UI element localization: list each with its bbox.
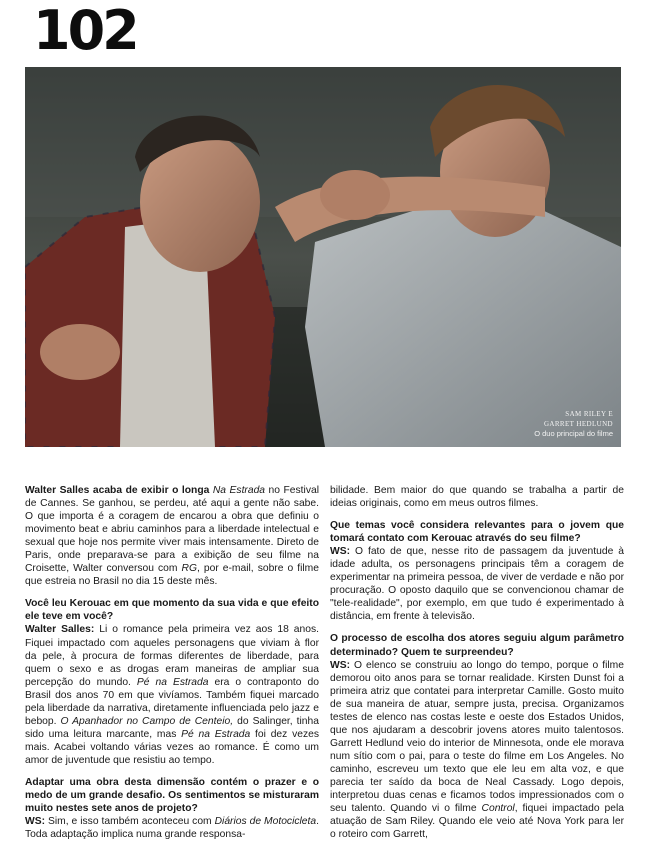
answer-2: WS: Sim, e isso também aconteceu com Diários de Motocicleta. Toda adaptação implica numa grande responsa-	[25, 816, 319, 841]
caption-names: SAM RILEY E GARRET HEDLUND	[543, 410, 613, 428]
answer-2-continued: bilidade. Bem maior do que quando se trabalha a partir de ideias originais, como em meus outros filmes.	[330, 485, 624, 510]
answer-3: WS: O fato de que, nesse rito de passagem da juventude à idade adulta, os personagens principais têm a coragem de experimentar na primeira pessoa, de viver de verdade e não por procuração. O oposto daquilo que se convencionou chamar de "tele-realidade", por exemplo, em que tudo é experimentado à distância, em frente à televisão.	[330, 546, 624, 623]
question-3: Que temas você considera relevantes para o jovem que tomará contato com Kerouac através do seu filme?	[330, 520, 624, 545]
article-column-right	[330, 484, 624, 841]
photo-illustration	[25, 67, 621, 447]
question-2: Adaptar uma obra desta dimensão contém o prazer e o medo de um grande desafio. Os sentimentos se misturaram muito nestes sete anos de projeto?	[25, 776, 319, 815]
answer-1: Walter Salles: Li o romance pela primeira vez aos 18 anos. Fiquei impactado com aqueles personagens que viviam à flor da pele, à procura de formas diferentes de liberdade, para quem o sexo e as drogas eram maneiras de ampliar sua percepção do mundo. Pé na Estrada era o contraponto do Brasil dos anos 70 em que vivíamos. Também fiquei marcado pela liberdade da narrativa, diretamente influenciada pelo jazz e bebop. O Apanhador no Campo de Centeio, do Salinger, tinha sido uma leitura marcante, mas Pé na Estrada foi dez vezes mais. Acabei voltando várias vezes ao romance. É como um amor de juventude que resistiu ao tempo.	[25, 624, 319, 766]
photo-caption	[534, 409, 613, 439]
page-number: 102	[33, 0, 137, 62]
article-column-left	[25, 484, 319, 841]
question-1: Você leu Kerouac em que momento da sua vida e que efeito ele teve em você?	[25, 598, 319, 623]
caption-description: O duo principal do filme	[534, 429, 613, 438]
article-photo	[25, 67, 621, 447]
answer-4: WS: O elenco se construiu ao longo do tempo, porque o filme demorou oito anos para se tornar realidade. Kirsten Dunst foi a primeira atriz que contatei para interpretar Camille. Gosto muito de sua maneira de atuar, sempre justa, precisa. Organizamos testes de elenco nas costas leste e oeste dos Estados Unidos, que nos ajudaram a descobrir jovens atores muito talentosos. Garrett Hedlund veio do interior de Minnesota, onde ele morava num sítio com o pai, para o teste do filme em Los Angeles. No caminho, escreveu um texto que ele leu em alta voz, e que parecia ter saído da boca de Neal Cassady. Logo depois, interpretou duas cenas e ficamos todos impressionados com o seu talento. Quando vi o filme Control, fiquei impactado pela atuação de Sam Riley. Quando ele veio até Nova York para ler o roteiro com Garrett,	[330, 659, 624, 841]
intro-paragraph: Walter Salles acaba de exibir o longa Na Estrada no Festival de Cannes. Se ganhou, se perdeu, até aqui a gente não sabe. O que importa é a coragem de encarou a obra que definiu o movimento beat e abriu caminhos para a liberdade intelectual e sexual que hoje nos permite viver mais intensamente. Direto de Paris, onde preparava-se para a exibição de seu filme na Croisette, Walter conversou com RG, por e-mail, sobre o filme que estreia no Brasil no dia 15 deste mês.	[25, 485, 319, 588]
question-4: O processo de escolha dos atores seguiu algum parâmetro determinado? Quem te surpreendeu?	[330, 633, 624, 658]
